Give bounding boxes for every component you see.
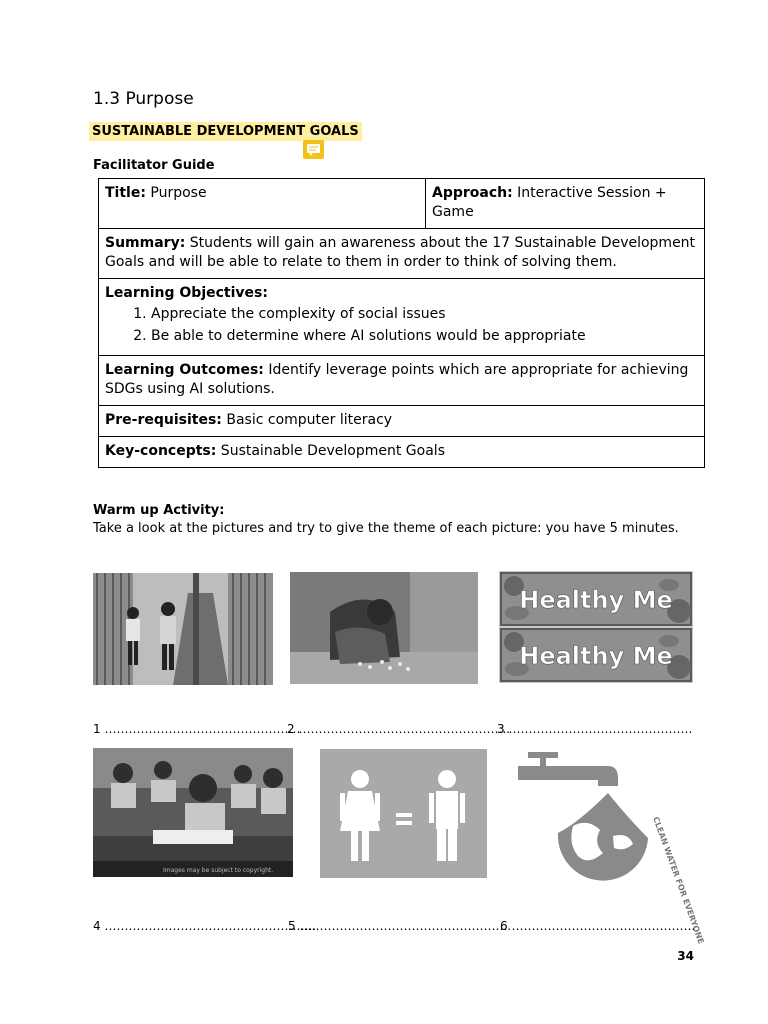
- page-number: 34: [677, 949, 694, 963]
- copyright-caption: Images may be subject to copyright.: [163, 867, 274, 874]
- comment-icon[interactable]: [303, 140, 324, 159]
- facilitator-guide-table: [98, 178, 705, 468]
- table-row: [99, 279, 705, 356]
- table-row: [99, 356, 705, 406]
- table-row: [99, 179, 705, 229]
- answer-blank-1[interactable]: 1 ………………………………………….: [93, 722, 301, 736]
- prereq-cell: [99, 406, 705, 437]
- objectives-cell: [99, 279, 705, 356]
- outcomes-label: Learning Outcomes:: [105, 362, 264, 378]
- answer-blank-3[interactable]: 3 ……………………………………….: [497, 722, 693, 736]
- prereq-value: Basic computer literacy: [221, 412, 393, 428]
- table-row: [99, 437, 705, 468]
- approach-value: Interactive Session + Game: [432, 185, 667, 220]
- answer-blank-2[interactable]: 2 ……………………………………………..: [287, 722, 511, 736]
- clean-water-image: [518, 748, 706, 946]
- approach-cell: [426, 179, 705, 229]
- outcomes-value: Identify leverage points which are appropriate for achieving SDGs using AI solutions.: [105, 362, 689, 397]
- list-item: 1. Appreciate the complexity of social issues: [151, 305, 698, 324]
- approach-label: Approach:: [432, 185, 513, 201]
- title-cell: [99, 179, 426, 229]
- sdg-heading: SUSTAINABLE DEVELOPMENT GOALS: [89, 122, 362, 141]
- concepts-cell: [99, 437, 705, 468]
- clean-water-text: CLEAN WATER FOR EVERYONE: [651, 815, 706, 946]
- answer-blank-5[interactable]: 5 ……………………………………………..: [288, 919, 512, 933]
- warm-up-title: Warm up Activity:: [93, 503, 225, 518]
- summary-label: Summary:: [105, 235, 186, 251]
- hunger-photo: [290, 572, 478, 684]
- title-label: Title:: [105, 185, 146, 201]
- poverty-photo: [93, 573, 273, 685]
- gender-equality-image: [320, 749, 487, 878]
- concepts-label: Key-concepts:: [105, 443, 217, 459]
- table-row: [99, 229, 705, 279]
- healthy-me-text: Healthy Me: [519, 642, 673, 670]
- outcomes-cell: [99, 356, 705, 406]
- warm-up-instruction: Take a look at the pictures and try to give the theme of each picture: you have 5 minutes.: [93, 521, 679, 536]
- table-row: [99, 406, 705, 437]
- answer-blank-4[interactable]: 4 ……………………………………………..: [93, 919, 317, 933]
- objectives-list: [105, 305, 698, 346]
- answer-blank-6[interactable]: 6 ……………………………………….: [500, 919, 696, 933]
- facilitator-guide-label: Facilitator Guide: [93, 158, 215, 173]
- summary-cell: [99, 229, 705, 279]
- concepts-value: Sustainable Development Goals: [216, 443, 445, 459]
- prereq-label: Pre-requisites:: [105, 412, 222, 428]
- title-value: Purpose: [145, 185, 207, 201]
- healthy-me-image: [499, 571, 693, 683]
- list-item: 2. Be able to determine where AI solutions would be appropriate: [151, 327, 698, 346]
- classroom-photo: [93, 748, 293, 877]
- section-heading: 1.3 Purpose: [93, 89, 194, 109]
- summary-value: Students will gain an awareness about the 17 Sustainable Development Goals and will be able to relate to them in order to think of solving them.: [105, 235, 696, 270]
- healthy-me-text: Healthy Me: [519, 586, 673, 614]
- objectives-label: Learning Objectives:: [105, 285, 268, 301]
